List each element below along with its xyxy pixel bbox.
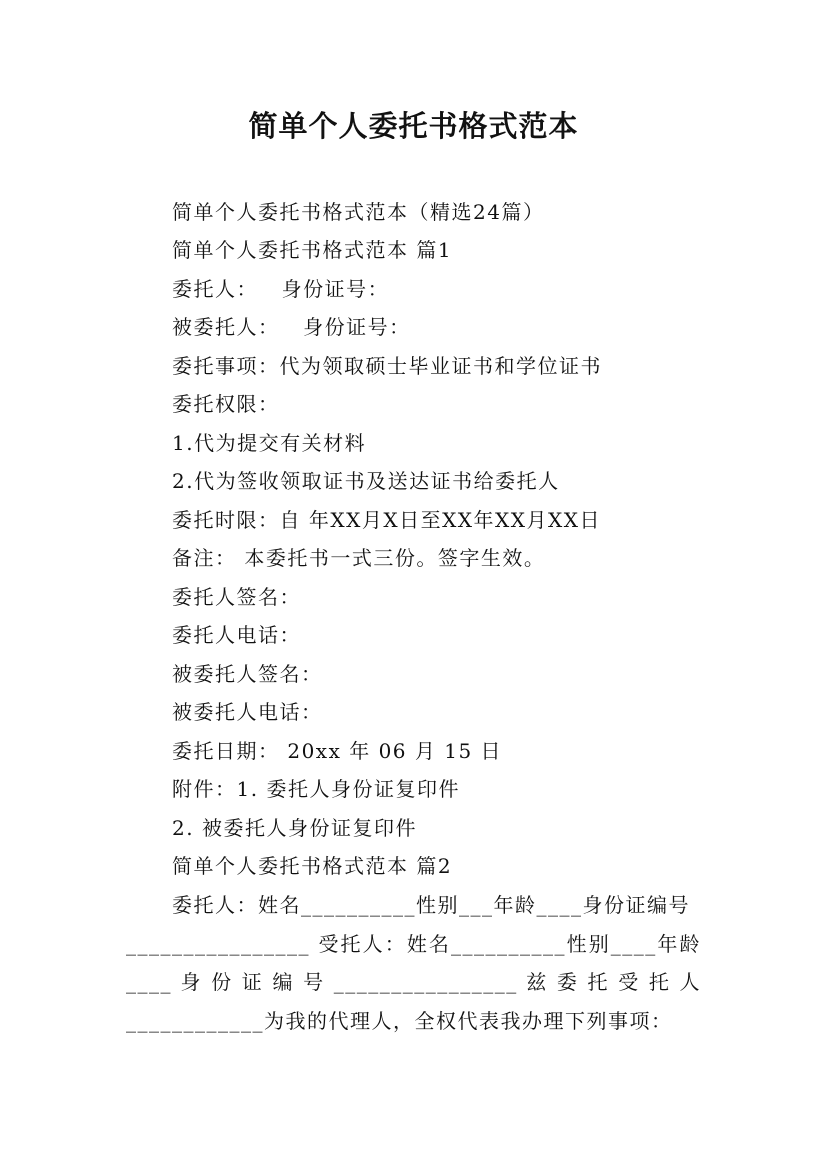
- text-line: 被委托人： 身份证号：: [172, 315, 411, 339]
- text-line: 委托人： 身份证号：: [172, 277, 390, 301]
- text-line: 2.代为签收领取证书及送达证书给委托人: [172, 469, 560, 493]
- text-line: 委托人电话：: [172, 623, 301, 647]
- text-line: 附件：1. 委托人身份证复印件: [172, 777, 460, 801]
- page-title: 简单个人委托书格式范本: [248, 109, 579, 143]
- text-line: 备注： 本委托书一式三份。签字生效。: [172, 546, 546, 570]
- text-line: 委托事项：代为领取硕士毕业证书和学位证书: [172, 354, 602, 378]
- subtitle-line: 简单个人委托书格式范本（精选24篇）: [172, 200, 545, 224]
- section-heading-1: 简单个人委托书格式范本 篇1: [172, 238, 453, 262]
- paragraph-line: ____________为我的代理人，全权代表我办理下列事项：: [126, 1009, 673, 1033]
- section-heading-2: 简单个人委托书格式范本 篇2: [172, 854, 453, 878]
- paragraph-line: ____ 身 份 证 编 号 ________________ 兹 委 托 受 托 人: [126, 970, 701, 994]
- text-line: 1.代为提交有关材料: [172, 431, 367, 455]
- paragraph-line: ________________ 受托人：姓名__________性别____年龄: [126, 932, 701, 956]
- text-line: 2. 被委托人身份证复印件: [172, 816, 417, 840]
- text-line: 委托时限：自 年XX月X日至XX年XX月XX日: [172, 508, 602, 532]
- text-line: 委托人签名：: [172, 585, 301, 609]
- text-line: 委托日期： 20xx 年 06 月 15 日: [172, 739, 503, 763]
- text-line: 委托权限：: [172, 392, 280, 416]
- text-line: 被委托人电话：: [172, 700, 323, 724]
- text-line: 被委托人签名：: [172, 662, 323, 686]
- text-line: 委托人：姓名__________性别___年龄____身份证编号: [172, 893, 690, 917]
